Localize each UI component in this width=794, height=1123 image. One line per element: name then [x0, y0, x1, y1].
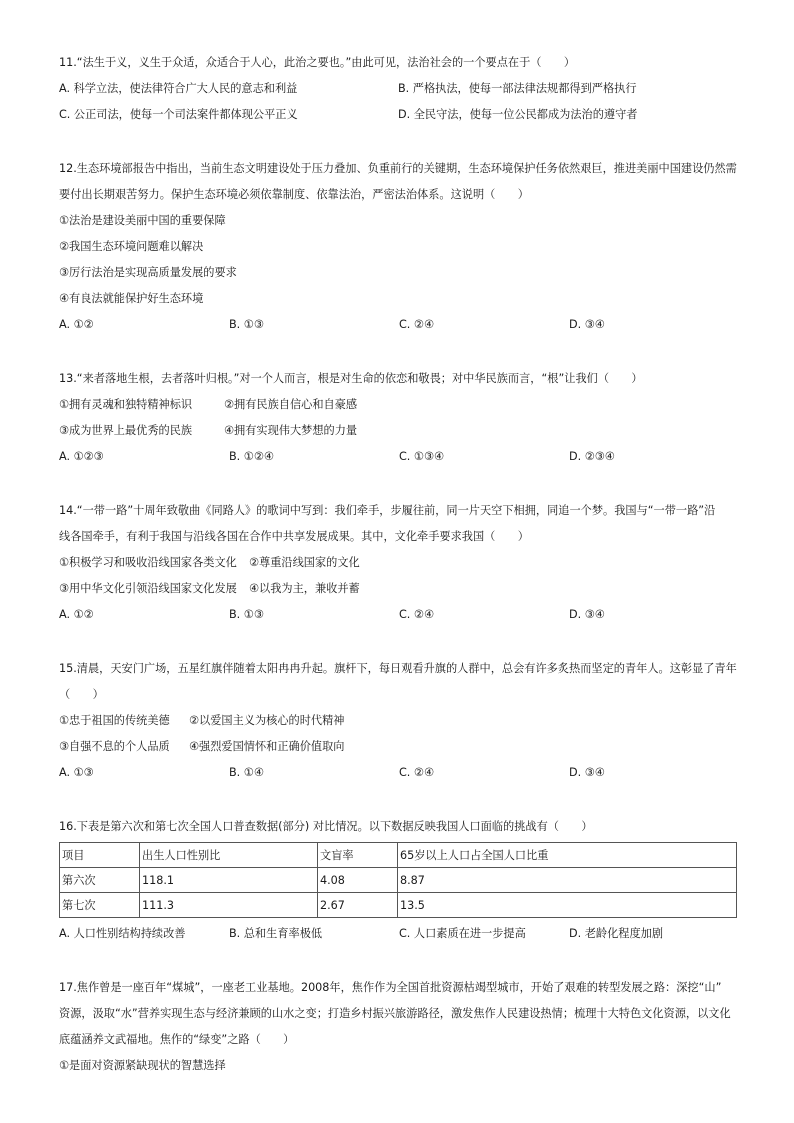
option-c: C. 人口素质在进一步提高	[399, 927, 526, 940]
option-row	[59, 312, 739, 338]
option-b: B. ①④	[229, 766, 264, 779]
statement-item: ③用中华文化引领沿线国家文化发展	[59, 582, 237, 595]
question-17	[59, 975, 739, 1079]
statement-pair	[59, 576, 739, 602]
option-d: D. 老龄化程度加剧	[569, 927, 664, 940]
census-table	[59, 842, 737, 918]
table-cell: 2.67	[318, 893, 398, 918]
statement-item: ①拥有灵魂和独特精神标识	[59, 398, 193, 411]
statement-pair	[59, 550, 739, 576]
table-cell: 13.5	[398, 893, 737, 918]
question-stem-line: 要付出长期艰苦努力。保护生态环境必须依靠制度、依靠法治，严密法治体系。这说明（ ）	[59, 188, 529, 201]
statement-item: ①是面对资源紧缺现状的智慧选择	[59, 1059, 226, 1072]
statement-item: ①法治是建设美丽中国的重要保障	[59, 214, 226, 227]
option-a: A. ①③	[59, 766, 94, 779]
option-c: C. ②④	[399, 766, 434, 779]
option-d: D. ③④	[569, 318, 605, 331]
table-cell: 111.3	[140, 893, 318, 918]
statement-item: ②拥有民族自信心和自豪感	[224, 398, 358, 411]
statement-pair	[59, 418, 739, 444]
question-stem: 11.“法生于义，义生于众适，众适合于人心，此治之要也。”由此可见，法治社会的一个要点在于（ ）	[59, 56, 576, 69]
statement-item: ③厉行法治是实现高质量发展的要求	[59, 266, 237, 279]
question-11	[59, 50, 739, 128]
question-stem: 13.“来者落地生根，去者落叶归根。”对一个人而言，根是对生命的依恋和敬畏；对中华民族而言，“根”让我们（ ）	[59, 372, 643, 385]
table-row	[60, 868, 737, 893]
statement-pair	[59, 708, 739, 734]
statement-item: ④强烈爱国情怀和正确价值取向	[189, 740, 345, 753]
option-row	[59, 921, 739, 947]
option-a: A. ①②	[59, 608, 94, 621]
table-row	[60, 893, 737, 918]
statement-item: ③成为世界上最优秀的民族	[59, 424, 193, 437]
statement-item: ②我国生态环境问题难以解决	[59, 240, 204, 253]
option-d: D. ③④	[569, 766, 605, 779]
question-stem-line: 底蕴涵养文武福地。焦作的“绿变”之路（ ）	[59, 1033, 295, 1046]
option-a: A. ①②	[59, 318, 94, 331]
question-12	[59, 156, 739, 338]
exam-page	[59, 50, 739, 1079]
option-row	[59, 102, 739, 128]
option-d: D. 全民守法，使每一位公民都成为法治的遵守者	[398, 108, 638, 121]
option-b: B. 严格执法，使每一部法律法规都得到严格执行	[398, 82, 637, 95]
table-header-cell: 文盲率	[318, 843, 398, 868]
question-stem: 16.下表是第六次和第七次全国人口普查数据(部分) 对比情况。以下数据反映我国人口面临的挑战有（ ）	[59, 820, 593, 833]
option-b: B. ①③	[229, 318, 264, 331]
option-row	[59, 602, 739, 628]
question-stem-line: （ ）	[59, 688, 104, 701]
table-cell: 第七次	[60, 893, 140, 918]
option-b: B. ①②④	[229, 450, 274, 463]
option-d: D. ③④	[569, 608, 605, 621]
question-16	[59, 814, 739, 947]
statement-item: ④以我为主，兼收并蓄	[249, 582, 360, 595]
table-header-row	[60, 843, 737, 868]
statement-item: ④拥有实现伟大梦想的力量	[224, 424, 358, 437]
statement-pair	[59, 392, 739, 418]
question-stem-line: 15.清晨，天安门广场，五星红旗伴随着太阳冉冉升起。旗杆下，每日观看升旗的人群中，总会有许多炙热而坚定的青年人。这彰显了青年	[59, 662, 737, 675]
question-stem-line: 资源，汲取“水”营养实现生态与经济兼顾的山水之变；打造乡村振兴旅游路径，激发焦作人民建设热情；梳理十大特色文化资源，以文化	[59, 1007, 731, 1020]
option-a: A. 科学立法，使法律符合广大人民的意志和利益	[59, 82, 298, 95]
option-c: C. ②④	[399, 608, 434, 621]
option-b: B. ①③	[229, 608, 264, 621]
table-header-cell: 项目	[60, 843, 140, 868]
option-row	[59, 444, 739, 470]
statement-item: ②尊重沿线国家的文化	[249, 556, 360, 569]
table-cell: 第六次	[60, 868, 140, 893]
option-a: A. 人口性别结构持续改善	[59, 927, 186, 940]
option-row	[59, 760, 739, 786]
question-stem-line: 12.生态环境部报告中指出，当前生态文明建设处于压力叠加、负重前行的关键期，生态环境保护任务依然艰巨，推进美丽中国建设仍然需	[59, 162, 737, 175]
option-a: A. ①②③	[59, 450, 104, 463]
statement-item: ①积极学习和吸收沿线国家各类文化	[59, 556, 237, 569]
statement-item: ①忠于祖国的传统美德	[59, 714, 170, 727]
question-stem-line: 14.“一带一路”十周年致敬曲《同路人》的歌词中写到：我们牵手，步履往前，同一片天空下相拥，同追一个梦。我国与“一带一路”沿	[59, 504, 716, 517]
table-header-cell: 65岁以上人口占全国人口比重	[398, 843, 737, 868]
option-b: B. 总和生育率极低	[229, 927, 323, 940]
statement-item: ④有良法就能保护好生态环境	[59, 292, 204, 305]
table-header-cell: 出生人口性别比	[140, 843, 318, 868]
table-cell: 8.87	[398, 868, 737, 893]
option-c: C. ②④	[399, 318, 434, 331]
statement-pair	[59, 734, 739, 760]
question-15	[59, 656, 739, 786]
option-d: D. ②③④	[569, 450, 615, 463]
question-stem-line: 17.焦作曾是一座百年“煤城”，一座老工业基地。2008年，焦作作为全国首批资源枯竭型城市，开始了艰难的转型发展之路：深挖“山”	[59, 981, 722, 994]
option-c: C. ①③④	[399, 450, 445, 463]
table-cell: 4.08	[318, 868, 398, 893]
question-13	[59, 366, 739, 470]
option-c: C. 公正司法，使每一个司法案件都体现公平正义	[59, 108, 298, 121]
question-stem-line: 线各国牵手，有利于我国与沿线各国在合作中共享发展成果。其中，文化牵手要求我国（ ）	[59, 530, 529, 543]
option-row	[59, 76, 739, 102]
table-cell: 118.1	[140, 868, 318, 893]
statement-item: ②以爱国主义为核心的时代精神	[189, 714, 345, 727]
statement-item: ③自强不息的个人品质	[59, 740, 170, 753]
question-14	[59, 498, 739, 628]
